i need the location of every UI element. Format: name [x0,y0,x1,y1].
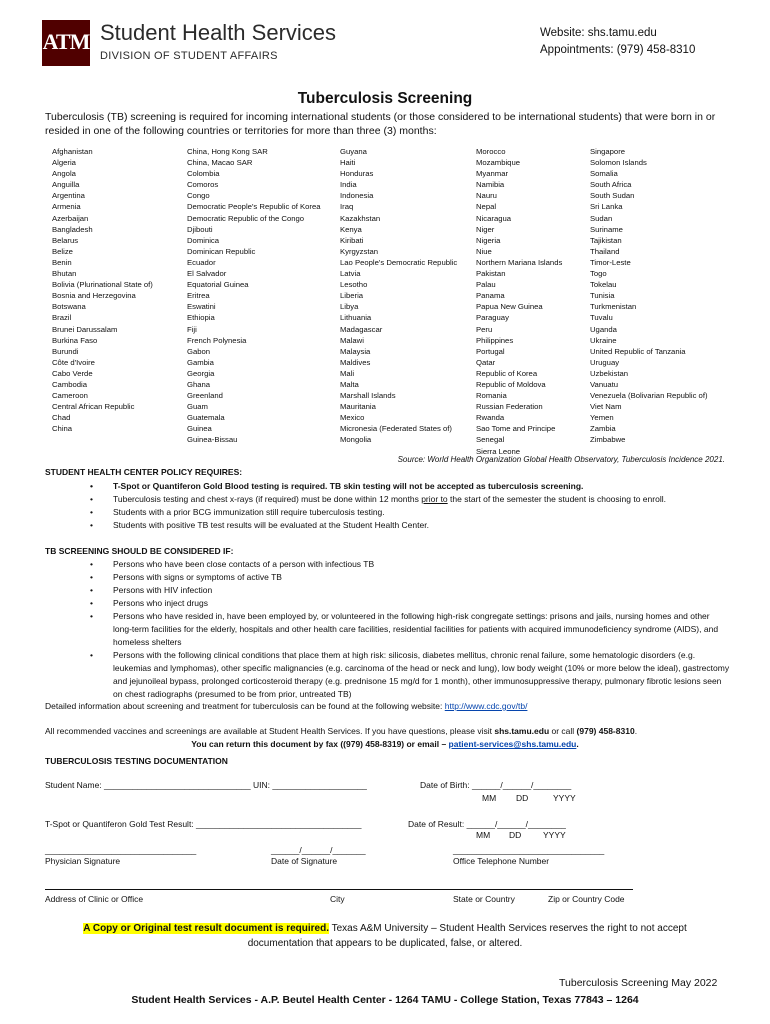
country-item: Belarus [52,235,79,245]
country-item: United Republic of Tanzania [590,346,686,356]
notice-highlight: A Copy or Original test result document is required. [83,923,329,934]
notice-text: Texas A&M University – Student Health Services reserves the right to not accept [329,923,687,934]
country-item: Romania [476,391,507,401]
office-phone-label: Office Telephone Number [453,856,550,866]
country-item: Lao People's Democratic Republic [340,257,458,267]
country-item: Nicaragua [476,213,512,223]
screening-list [90,558,730,701]
email-link[interactable]: patient-services@shs.tamu.edu [448,739,577,749]
country-item: Bhutan [52,269,77,279]
country-item: Brunei Darussalam [52,324,118,334]
country-item: Portugal [476,346,505,356]
country-item: Pakistan [476,269,506,279]
detail-info [45,701,527,711]
country-item: Djibouti [187,224,213,234]
country-item: Burundi [52,346,79,356]
tamu-logo [42,20,90,66]
country-item: Togo [590,269,607,279]
mm-label: MM [476,830,491,840]
policy-item-text: Tuberculosis testing and chest x-rays (if required) must be done within 12 months [113,494,422,504]
country-item: Afghanistan [52,147,93,156]
country-item: Tajikistan [590,235,622,245]
country-item: Viet Nam [590,402,622,412]
policy-item: • Students with a prior BCG immunization still require tuberculosis testing. [90,506,730,519]
country-item: Anguilla [52,180,80,190]
website-text: Website: shs.tamu.edu [540,27,657,39]
country-item: Guatemala [187,413,225,423]
country-item: Latvia [340,269,361,279]
country-item: Lesotho [340,280,368,290]
country-item: Ecuador [187,257,216,267]
country-column-3 [340,146,457,446]
fax-text: . [576,739,579,749]
rec-text: All recommended vaccines and screenings are available at Student Health Services. If you have questions, please visit [45,726,495,736]
country-item: Democratic Republic of the Congo [187,213,305,223]
country-item: Tunisia [590,291,615,301]
country-item: Liberia [340,291,364,301]
screening-item: • Persons with signs or symptoms of active TB [90,571,730,584]
country-item: Armenia [52,202,81,212]
country-item: Philippines [476,335,514,345]
country-item: Namibia [476,180,505,190]
country-item: Rwanda [476,413,505,423]
policy-heading: STUDENT HEALTH CENTER POLICY REQUIRES: [45,467,243,477]
policy-item-underline: prior to [421,494,448,504]
country-item: Gambia [187,357,214,367]
country-item: South Africa [590,180,632,190]
country-item: Niger [476,224,495,234]
country-item: Georgia [187,368,215,378]
dd-label: DD [509,830,522,840]
screening-item: • Persons who have resided in, have been employed by, or volunteered in the following high-risk congregate settings: prisons and jails, nursing homes and other long-term facilities for the elderly, hospitals and other health care facilities, residential facilities for patients with acquired immunodeficiency syndrome (AIDS), and homeless shelters [90,610,730,649]
test-result-field[interactable]: T-Spot or Quantiferon Gold Test Result: ___________________________________ [45,819,362,829]
country-column-5 [590,146,708,446]
country-item: Senegal [476,435,505,445]
country-item: Russian Federation [476,402,543,412]
fax-text: You can return this document by fax ((979) 458-8319) or email – [191,739,449,749]
country-item: Tokelau [590,280,617,290]
country-item: Uganda [590,324,617,334]
country-item: Yemen [590,413,614,423]
country-item: Brazil [52,313,72,323]
country-item: Algeria [52,158,76,168]
notice-line2: documentation that appears to be duplicated, false, or altered. [247,938,523,949]
form-heading: TUBERCULOSIS TESTING DOCUMENTATION [45,756,228,766]
footer-address: Student Health Services - A.P. Beutel Health Center - 1264 TAMU - College Station, Texas 77843 – 1264 [131,994,639,1006]
country-item: Fiji [187,324,197,334]
country-item: Lithuania [340,313,372,323]
country-item: Cabo Verde [52,368,93,378]
source-note: Source: World Health Organization Global Health Observatory, Tuberculosis Incidence 2021. [397,455,725,464]
country-item: Indonesia [340,191,374,201]
country-item: Paraguay [476,313,509,323]
intro-paragraph: Tuberculosis (TB) screening is required for incoming international students (or those considered to be international students) that were born in or resided in one of the following countries or territories for more than three (3) months: [45,111,716,137]
zip-label: Zip or Country Code [548,894,625,904]
country-item: Ukraine [590,335,617,345]
country-item: Nepal [476,202,497,212]
country-item: Zambia [590,424,616,434]
country-item: Vanuatu [590,379,619,389]
country-item: Myanmar [476,169,509,179]
country-item: Haiti [340,158,356,168]
country-item: Dominican Republic [187,246,256,256]
country-item: Eritrea [187,291,210,301]
country-item: Nigeria [476,235,501,245]
country-item: Libya [340,302,359,312]
country-item: Mexico [340,413,365,423]
country-item: Nauru [476,191,497,201]
footer-date: Tuberculosis Screening May 2022 [559,977,718,989]
country-item: Bolivia (Plurinational State of) [52,280,153,290]
country-item: Somalia [590,169,618,179]
country-item: Marshall Islands [340,391,396,401]
country-item: Uruguay [590,357,620,367]
screening-item: • Persons with the following clinical conditions that place them at high risk: silicosis, diabetes mellitus, chronic renal failure, some hematologic disorders (e.g. leukemias and lymphomas), other specific malignancies (e.g. carcinoma of the head or neck and lung), low body weight (10% or more below the ideal), gastrectomy and jejunoileal bypass, prolonged corticosteroid therapy (e.g. prednisone 15 mg/d for 1 month), other immunosuppressive therapy, pulmonary fibrotic lesions seen on chest radiographs (presumed to be from prior, untreated TB) [90,649,730,701]
country-item: Papua New Guinea [476,302,543,312]
country-item: Argentina [52,191,85,201]
country-item: Guyana [340,147,367,156]
country-item: Burkina Faso [52,335,98,345]
country-item: Comoros [187,180,219,190]
org-subtitle: DIVISION OF STUDENT AFFAIRS [100,50,278,62]
dd-label: DD [516,793,529,803]
screening-item: • Persons who inject drugs [90,597,730,610]
country-item: Republic of Korea [476,368,538,378]
country-item: China, Hong Kong SAR [187,147,268,156]
country-item: Congo [187,191,210,201]
address-label: Address of Clinic or Office [45,894,144,904]
country-item: Mali [340,368,355,378]
country-item: Guinea [187,424,212,434]
shs-phone: (979) 458-8310 [576,726,635,736]
country-item: Micronesia (Federated States of) [340,424,452,434]
country-item: Venezuela (Bolivarian Republic of) [590,391,708,401]
country-item: Central African Republic [52,402,135,412]
country-item: Sudan [590,213,613,223]
date-result-field[interactable]: Date of Result: ______/______/________ [408,819,566,829]
country-item: Peru [476,324,493,334]
country-item: Sierra Leone [476,446,521,456]
country-item: Niue [476,246,492,256]
country-item: Sao Tome and Principe [476,424,556,434]
country-item: Honduras [340,169,374,179]
shs-site: shs.tamu.edu [494,726,550,736]
country-item: Republic of Moldova [476,379,546,389]
logo-text: ATM [42,29,90,54]
country-item: Singapore [590,147,626,156]
country-item: South Sudan [590,191,635,201]
mm-label: MM [482,793,497,803]
recommendation-text [45,726,637,736]
country-item: Palau [476,280,496,290]
country-item: El Salvador [187,269,227,279]
yyyy-label: YYYY [553,793,576,803]
country-item: Angola [52,169,76,179]
policy-item: • T-Spot or Quantiferon Gold Blood testing is required. TB skin testing will not be accepted as tuberculosis screening. [90,480,730,493]
country-item: Benin [52,257,72,267]
country-item: Malawi [340,335,364,345]
country-item: Solomon Islands [590,158,647,168]
country-item: Maldives [340,357,371,367]
signature-date-line[interactable]: ______/______/_______ [271,845,366,855]
yyyy-label: YYYY [543,830,566,840]
country-item: Kyrgyzstan [340,246,379,256]
country-item: Qatar [476,357,496,367]
country-item: Kiribati [340,235,364,245]
screening-item: • Persons with HIV infection [90,584,730,597]
country-item: Democratic People's Republic of Korea [187,202,321,212]
policy-item [90,493,730,506]
country-item: Gabon [187,346,211,356]
country-item: Ghana [187,379,211,389]
screening-item: • Persons who have been close contacts of a person with infectious TB [90,558,730,571]
country-item: Turkmenistan [590,302,637,312]
country-item: Mauritania [340,402,376,412]
country-item: French Polynesia [187,335,247,345]
country-item: China [52,424,73,434]
policy-list [90,480,730,532]
physician-signature-label: Physician Signature [45,856,121,866]
fax-line [0,739,770,749]
country-column-2 [187,146,321,446]
country-item: Iraq [340,202,354,212]
country-item: Equatorial Guinea [187,280,249,290]
screening-heading: TB SCREENING SHOULD BE CONSIDERED IF: [45,546,234,556]
cdc-link[interactable]: http://www.cdc.gov/tb/ [444,701,528,711]
student-name-field[interactable]: Student Name: _______________________________ UIN: ____________________ [45,780,367,790]
city-label: City [330,894,345,904]
country-item: Malaysia [340,346,371,356]
rec-text: or call [549,726,577,736]
country-item: Belize [52,246,73,256]
state-label: State or Country [453,894,515,904]
physician-signature-line[interactable]: ________________________________ [45,845,197,855]
country-item: Cameroon [52,391,88,401]
country-item: Tuvalu [590,313,613,323]
country-item: Malta [340,379,359,389]
country-item: Cambodia [52,379,88,389]
policy-item: • Students with positive TB test results will be evaluated at the Student Health Center. [90,519,730,532]
country-item: Eswatini [187,302,216,312]
country-item: China, Macao SAR [187,158,253,168]
country-item: Côte d'Ivoire [52,357,95,367]
country-item: Kenya [340,224,362,234]
policy-item-text: the start of the semester the student is choosing to enroll. [447,494,666,504]
country-item: Guam [187,402,208,412]
country-item: Mozambique [476,158,521,168]
country-item: Ethiopia [187,313,215,323]
country-item: Sri Lanka [590,202,623,212]
rec-text: . [634,726,638,736]
country-item: India [340,180,357,190]
country-item: Azerbaijan [52,213,89,223]
country-item: Dominica [187,235,220,245]
country-item: Colombia [187,169,220,179]
country-item: Northern Mariana Islands [476,257,563,267]
org-title: Student Health Services [100,20,337,45]
signature-date-label: Date of Signature [271,856,338,866]
country-item: Greenland [187,391,223,401]
country-item: Bosnia and Herzegovina [52,291,136,301]
country-item: Bangladesh [52,224,93,234]
country-item: Thailand [590,246,620,256]
country-item: Kazakhstan [340,213,381,223]
country-item: Mongolia [340,435,372,445]
required-notice [0,921,770,951]
office-phone-line[interactable]: ________________________________ [453,845,605,855]
dob-field[interactable]: Date of Birth: ______/______/________ [420,780,572,790]
country-column-4 [476,146,562,457]
address-line[interactable] [45,889,633,890]
country-item: Uzbekistan [590,368,629,378]
appointments-text: Appointments: (979) 458-8310 [540,44,696,56]
country-item: Chad [52,413,71,423]
country-item: Morocco [476,147,506,156]
detail-text: Detailed information about screening and treatment for tuberculosis can be found at the following website: [45,701,445,711]
country-item: Botswana [52,302,86,312]
country-item: Guinea-Bissau [187,435,238,445]
country-column-1 [52,146,153,434]
country-item: Suriname [590,224,623,234]
country-item: Timor-Leste [590,257,631,267]
page-title: Tuberculosis Screening [297,90,473,107]
country-item: Madagascar [340,324,383,334]
country-item: Panama [476,291,505,301]
country-item: Zimbabwe [590,435,626,445]
